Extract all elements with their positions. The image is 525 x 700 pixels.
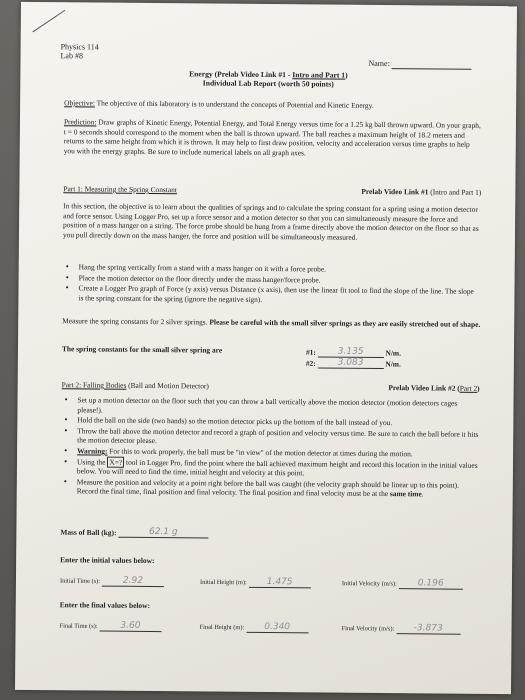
part2-heading-suffix: (Ball and Motion Detector) (126, 380, 209, 391)
x-tool-icon: X=? (107, 456, 124, 467)
title-subtitle: Individual Lab Report (worth 50 points) (202, 78, 334, 89)
part2-bullet-list (61, 395, 480, 501)
initial-values-row (60, 575, 480, 590)
k1-field[interactable] (318, 346, 384, 358)
part2-heading: Part 2: Falling Bodies (61, 380, 127, 390)
title-video-link[interactable]: Intro and Part 1 (292, 70, 346, 80)
mass-row (60, 526, 480, 541)
list-item: • Set up a motion detector on the floor such that you can throw a ball vertically above the motion detector (motion detectors cages please!). (61, 395, 479, 418)
part1-bullet-list (62, 262, 480, 307)
final-time-value: 3.60 (120, 620, 141, 631)
final-height-label: Final Height (m): (199, 623, 245, 632)
list-item: • Warning: For this to work properly, the ball must be "in view" of the motion detector at times during the motion. (61, 446, 479, 459)
final-velocity-value: -3.873 (413, 623, 443, 634)
final-velocity-group (342, 623, 461, 635)
initial-velocity-label: Initial Velocity (m/s): (341, 580, 397, 588)
initial-velocity-field[interactable] (399, 578, 463, 590)
prediction-paragraph (64, 117, 482, 159)
lab-label: Lab #8 (60, 51, 84, 61)
part1-heading: Part 1: Measuring the Spring Constant (63, 184, 177, 195)
part1-video-label: Prelab Video Link #1 (Intro and Part 1) (361, 186, 482, 197)
mass-label: Mass of Ball (kg): (60, 527, 117, 538)
list-item: • Throw the ball above the motion detector and record a graph of position and velocity versus time. Be sure to catch the ball before it hits the motion detector please. (61, 426, 479, 449)
k2-label: #2: (305, 358, 316, 368)
initial-time-field[interactable] (102, 576, 164, 588)
part1-intro: In this section, the objective is to learn about the qualities of springs and to calculate the spring constant for a spring using a motion detector and force sensor. Using Logger Pro, set up a force sensor and a motion detector so that you can simultaneously measure the force and position of a mass hanger on a string. The force probe should be hung from a frame directly above the motion detector on the floor so that as you pull directly down on the mass hanger, the force and position will be simultaneously measured. (62, 201, 479, 242)
final-values-row (60, 620, 480, 635)
name-blank (392, 60, 472, 70)
course-label: Physics 114 (60, 42, 99, 52)
part1-heading-row (63, 184, 481, 197)
measure-instructions (62, 316, 480, 329)
k1-group (306, 346, 401, 358)
initial-velocity-value: 0.196 (417, 578, 444, 589)
final-velocity-field[interactable] (396, 623, 460, 635)
k1-value: 3.135 (337, 346, 364, 357)
initial-height-group (200, 576, 311, 588)
final-height-field[interactable] (246, 622, 308, 634)
k2-unit: N/m. (385, 359, 401, 369)
document-title (20, 68, 516, 90)
final-values-heading: Enter the final values below: (59, 600, 150, 610)
part2-video-label: Prelab Video Link #2 (Part 2) (388, 383, 480, 393)
list-item: • Create a Logger Pro graph of Force (y axis) versus Distance (x axis), then use the linear fit tool to find the slope of the line. The slope is the spring constant for the spring (ignore the negative sign). (62, 283, 480, 306)
spring-constants-row (61, 344, 482, 369)
list-item: • Hold the ball on the side (two hands) so the motion detector picks up the bottom of the ball instead of you. (61, 415, 479, 428)
initial-time-label: Initial Time (s): (59, 577, 101, 585)
name-label: Name: (368, 58, 390, 69)
list-item: • Place the motion detector on the floor directly under the mass hanger/force probe. (63, 273, 481, 286)
final-height-group (200, 621, 309, 633)
k2-field[interactable] (318, 357, 384, 369)
mass-field[interactable] (118, 527, 208, 539)
course-header (61, 42, 99, 60)
lab-worksheet (15, 2, 517, 694)
prediction-label: Prediction: (63, 117, 97, 127)
final-time-field[interactable] (99, 621, 161, 633)
measure-warning: Please be careful with the small silver springs as they are easily stretched out of shape. (209, 317, 481, 329)
final-velocity-label: Final Velocity (m/s): (341, 625, 395, 633)
k2-value: 3.083 (337, 357, 364, 368)
objective-text: The objective of this laboratory is to understand the concepts of Potential and Kinetic Energy. (94, 98, 374, 110)
initial-height-label: Initial Height (m): (199, 578, 247, 587)
mass-value: 62.1 g (148, 526, 178, 538)
prediction-text: Draw graphs of Kinetic Energy, Potential Energy, and Total Energy versus time for a 1.25 kg ball thrown upward. On your graph, t = 0 seconds should correspond to the moment when the ball is thrown upward. The ball reaches a maximum height of 18.2 meters and returns to the same height from which it is thrown. It may help to first draw position, velocity and acceleration versus time graphs to help you with the energy graphs. Be sure to include numerical labels on all graph axes. (63, 117, 481, 158)
list-item: • Using the X=? tool in Logger Pro, find the point where the ball achieved maximum height and record this location in the initial values below. You will need to find the time, initial height and velocity at this point. (61, 457, 479, 480)
list-item: • Measure the position and velocity at a point right before the ball was caught (the velocity graph should be linear up to this point). Record the final time, final position and final velocity. The final position and final velocity must be at the same time. (61, 477, 479, 500)
initial-values-heading: Enter the initial values below: (60, 555, 155, 566)
k2-group (306, 357, 401, 369)
final-height-value: 0.340 (264, 621, 291, 633)
k1-unit: N/m. (385, 348, 401, 358)
k1-label: #1: (305, 347, 316, 357)
final-time-label: Final Time (s): (59, 622, 98, 630)
pen-scribble-mark (29, 6, 69, 36)
name-field (368, 59, 471, 69)
objective-label: Objective: (64, 98, 95, 108)
initial-velocity-group (342, 578, 463, 590)
part2-heading-row (62, 380, 480, 393)
list-item: • Hang the spring vertically from a stand with a mass hanger on it with a force probe. (63, 262, 481, 275)
initial-height-field[interactable] (249, 577, 311, 589)
initial-time-value: 2.92 (122, 575, 144, 586)
spring-constants-label: The spring constants for the small silver spring are (61, 344, 223, 355)
initial-height-value: 1.475 (266, 577, 293, 588)
objective-paragraph (64, 98, 482, 111)
measure-text: Measure the spring constants for 2 silver springs. (62, 316, 210, 327)
title-prefix: Energy (Prelab Video Link #1 - (189, 69, 293, 80)
title-suffix: ) (345, 70, 348, 80)
part2-video-link[interactable]: Part 2 (459, 383, 478, 393)
